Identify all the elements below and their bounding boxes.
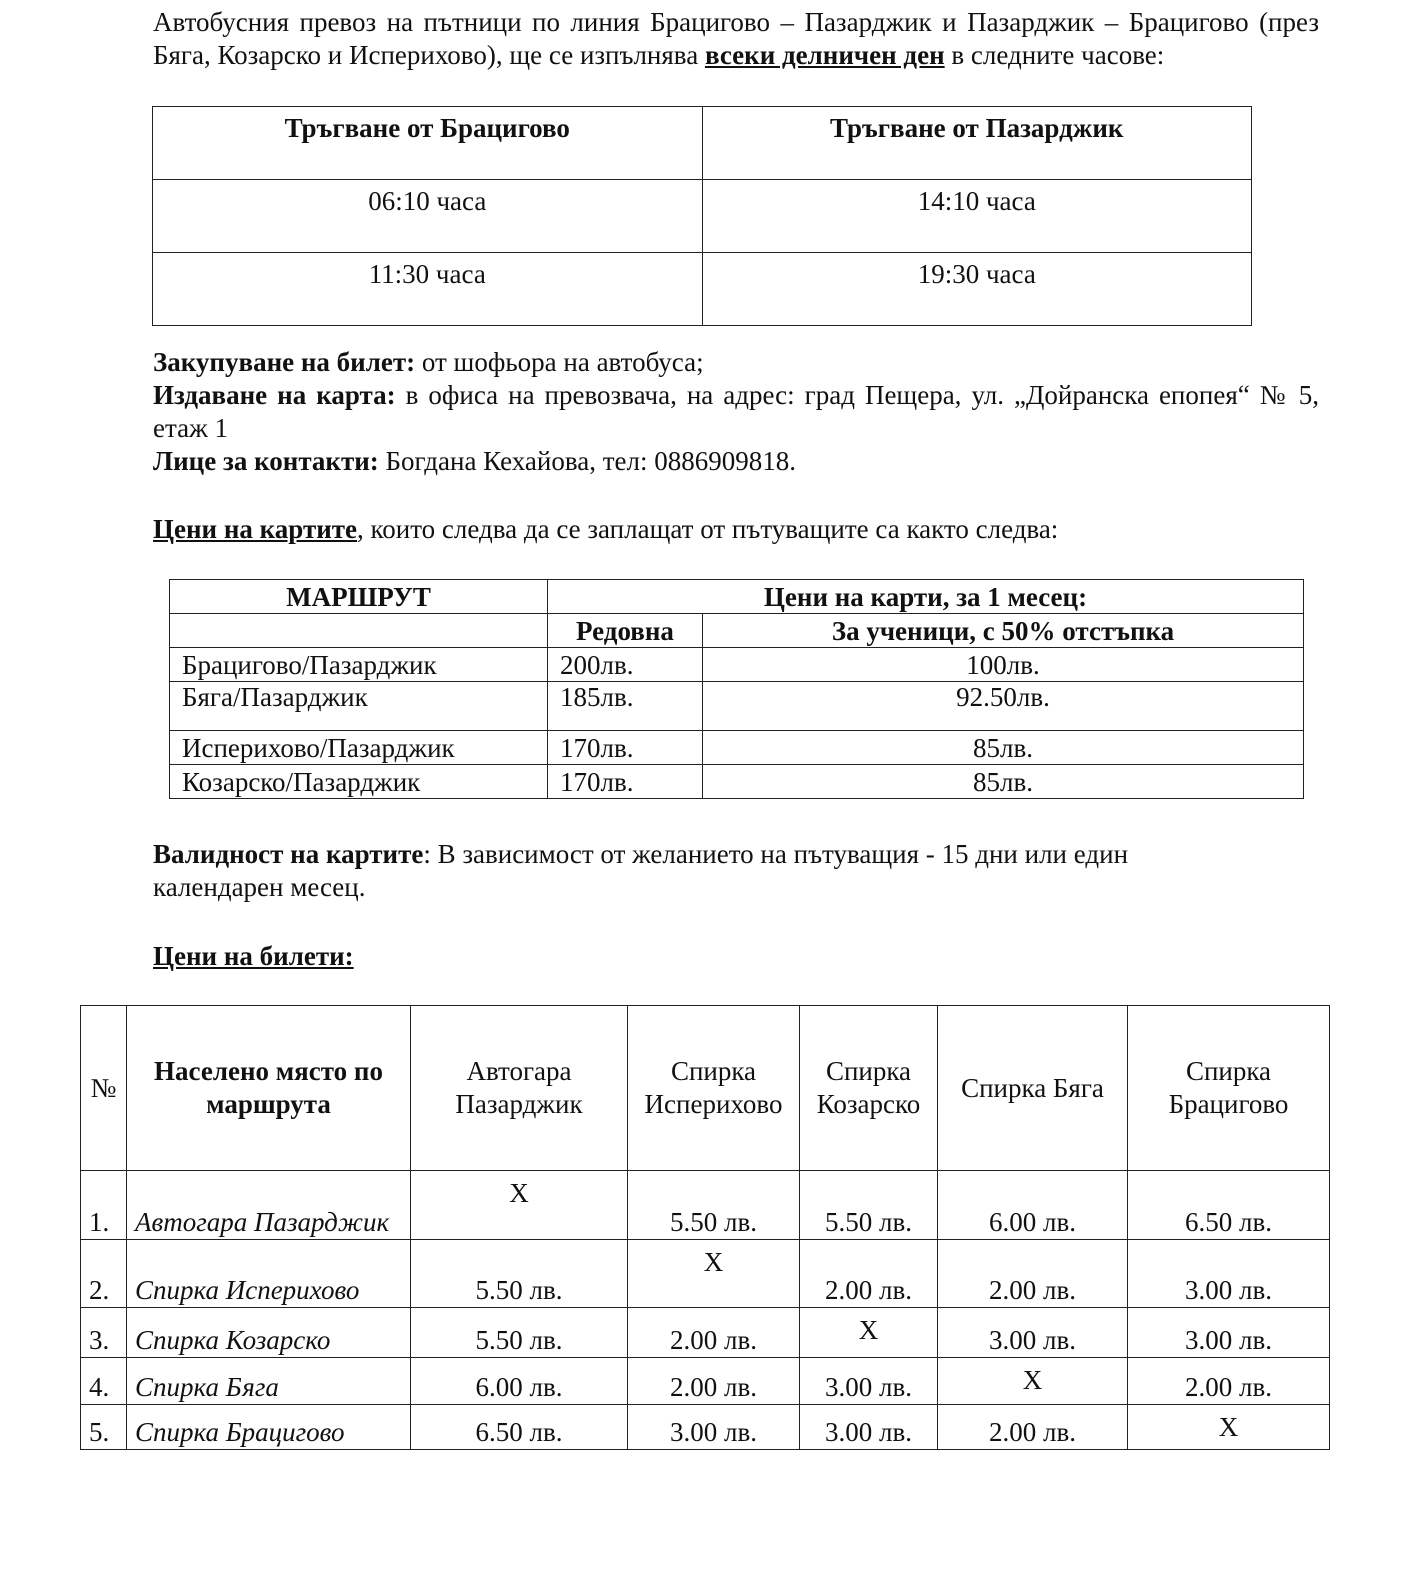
route-cell: Брацигово/Пазарджик: [170, 648, 548, 682]
intro-emphasis: всеки делничен ден: [704, 40, 945, 70]
student-price-cell: 85лв.: [703, 731, 1304, 765]
stop-header-bratsigovo: Спирка Брацигово: [1128, 1006, 1330, 1171]
price-cell: X: [800, 1308, 938, 1358]
table-row: [81, 1240, 1330, 1308]
validity-paragraph: [153, 838, 1233, 904]
table-row: [170, 682, 1304, 731]
intro-text-end: в следните часове:: [944, 40, 1165, 70]
price-cell: 3.00 лв.: [628, 1405, 800, 1450]
place-header: Населено място по маршрута: [127, 1006, 411, 1171]
price-cell: X: [411, 1171, 628, 1240]
student-price-cell: 100лв.: [703, 648, 1304, 682]
intro-text: Автобусния превоз на пътници по линия Брацигово – Пазарджик и Пазарджик – Брацигово (през Бяга, Козарско и Исперихово), ще се изпълнява: [153, 7, 1319, 70]
card-issue-text: в офиса на превозвача, на адрес: град Пещера, ул. „Дойранска епопея“ № 5, етаж 1: [153, 380, 1319, 443]
table-row: [81, 1405, 1330, 1450]
validity-text: : В зависимост от желанието на пътуващия - 15 дни или един календарен месец.: [153, 839, 1129, 902]
price-cell: 2.00 лв.: [1128, 1358, 1330, 1405]
row-number: 3.: [81, 1308, 127, 1358]
ticket-purchase-label: Закупуване на билет:: [153, 347, 416, 377]
price-cell: 3.00 лв.: [1128, 1240, 1330, 1308]
price-cell: 2.00 лв.: [938, 1240, 1128, 1308]
card-prices-label: Цени на картите: [153, 514, 358, 544]
number-header: №: [81, 1006, 127, 1171]
card-prices-text: , които следва да се заплащат от пътуващите са както следва:: [357, 514, 1059, 544]
price-cell: 5.50 лв.: [628, 1171, 800, 1240]
regular-price-cell: 170лв.: [548, 731, 703, 765]
table-row: [153, 180, 1252, 253]
intro-paragraph: [153, 6, 1319, 72]
schedule-cell: 14:10 часа: [702, 180, 1252, 253]
regular-price-cell: 185лв.: [548, 682, 703, 731]
table-row: [170, 765, 1304, 799]
contact-text: Богдана Кехайова, тел: 0886909818.: [378, 446, 797, 476]
place-cell: Автогара Пазарджик: [127, 1171, 411, 1240]
route-cell: Исперихово/Пазарджик: [170, 731, 548, 765]
schedule-header-pazardzhik: Тръгване от Пазарджик: [702, 107, 1252, 180]
price-cell: 3.00 лв.: [938, 1308, 1128, 1358]
student-price-cell: 85лв.: [703, 765, 1304, 799]
price-cell: X: [1128, 1405, 1330, 1450]
table-row: [170, 648, 1304, 682]
table-row: [81, 1171, 1330, 1240]
students-header: За ученици, с 50% отстъпка: [703, 614, 1304, 648]
validity-label: Валидност на картите: [153, 839, 424, 869]
place-cell: Спирка Исперихово: [127, 1240, 411, 1308]
schedule-header-bratsigovo: Тръгване от Брацигово: [153, 107, 703, 180]
schedule-cell: 06:10 часа: [153, 180, 703, 253]
student-price-cell: 92.50лв.: [703, 682, 1304, 731]
row-number: 4.: [81, 1358, 127, 1405]
price-header: Цени на карти, за 1 месец:: [548, 580, 1304, 614]
price-cell: 5.50 лв.: [411, 1240, 628, 1308]
row-number: 2.: [81, 1240, 127, 1308]
price-cell: 3.00 лв.: [800, 1405, 938, 1450]
price-cell: 5.50 лв.: [800, 1171, 938, 1240]
ticket-prices-table: [80, 1005, 1330, 1450]
schedule-cell: 11:30 часа: [153, 253, 703, 326]
regular-price-cell: 200лв.: [548, 648, 703, 682]
row-number: 1.: [81, 1171, 127, 1240]
card-issue-line: [153, 379, 1319, 445]
info-block: [153, 346, 1319, 478]
contact-line: [153, 445, 1319, 478]
stop-header-pazardzhik: Автогара Пазарджик: [411, 1006, 628, 1171]
table-row: [81, 1308, 1330, 1358]
route-cell: Козарско/Пазарджик: [170, 765, 548, 799]
price-cell: 3.00 лв.: [1128, 1308, 1330, 1358]
place-cell: Спирка Бяга: [127, 1358, 411, 1405]
table-row: [170, 731, 1304, 765]
place-cell: Спирка Козарско: [127, 1308, 411, 1358]
ticket-purchase-text: от шофьора на автобуса;: [415, 347, 704, 377]
regular-header: Редовна: [548, 614, 703, 648]
price-cell: 3.00 лв.: [800, 1358, 938, 1405]
schedule-cell: 19:30 часа: [702, 253, 1252, 326]
price-cell: X: [628, 1240, 800, 1308]
price-cell: 2.00 лв.: [628, 1358, 800, 1405]
ticket-purchase-line: [153, 346, 1319, 379]
card-prices-table: [169, 579, 1304, 799]
price-cell: X: [938, 1358, 1128, 1405]
stop-header-kozarsko: Спирка Козарско: [800, 1006, 938, 1171]
price-cell: 2.00 лв.: [938, 1405, 1128, 1450]
ticket-prices-title: Цени на билети:: [153, 941, 354, 971]
schedule-table: [152, 106, 1252, 326]
regular-price-cell: 170лв.: [548, 765, 703, 799]
contact-label: Лице за контакти:: [153, 446, 379, 476]
card-issue-label: Издаване на карта:: [153, 380, 396, 410]
empty-cell: [170, 614, 548, 648]
table-row: [81, 1358, 1330, 1405]
price-cell: 2.00 лв.: [800, 1240, 938, 1308]
card-prices-intro: [153, 513, 1058, 546]
place-cell: Спирка Брацигово: [127, 1405, 411, 1450]
table-row: [153, 253, 1252, 326]
stop-header-isperihovo: Спирка Исперихово: [628, 1006, 800, 1171]
route-cell: Бяга/Пазарджик: [170, 682, 548, 731]
route-header: МАРШРУТ: [170, 580, 548, 614]
price-cell: 5.50 лв.: [411, 1308, 628, 1358]
price-cell: 6.50 лв.: [411, 1405, 628, 1450]
price-cell: 6.00 лв.: [938, 1171, 1128, 1240]
price-cell: 2.00 лв.: [628, 1308, 800, 1358]
price-cell: 6.00 лв.: [411, 1358, 628, 1405]
row-number: 5.: [81, 1405, 127, 1450]
stop-header-byaga: Спирка Бяга: [938, 1006, 1128, 1171]
price-cell: 6.50 лв.: [1128, 1171, 1330, 1240]
